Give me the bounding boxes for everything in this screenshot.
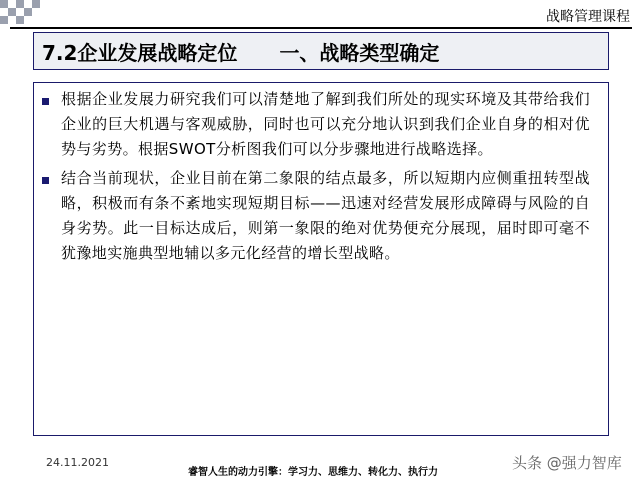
bullet-text: 根据企业发展力研究我们可以清楚地了解到我们所处的现实环境及其带给我们企业的巨大机遇与客观威胁，同时也可以充分地认识到我们企业自身的相对优势与劣势。根据SWOT分析图我们可以分步骤地进行战略选择。 [61,90,590,158]
course-title: 战略管理课程 [546,9,630,25]
section-subtitle: 一、战略类型确定 [279,40,440,65]
footer-motto: 睿智人生的动力引擎：学习力、思维力、转化力、执行力 [188,467,438,478]
content-box [33,82,609,436]
slide-date: 24.11.2021 [46,456,109,469]
checkerboard-decoration [0,0,48,28]
square-bullet-icon [42,98,49,105]
header-divider [10,27,632,29]
slide-title-bar [33,32,609,70]
square-bullet-icon [42,177,49,184]
section-title: 7.2企业发展战略定位 [42,40,238,65]
bullet-item [42,87,590,162]
watermark: 头条 @强力智库 [512,454,622,472]
bullet-text: 结合当前现状，企业目前在第二象限的结点最多，所以短期内应侧重扭转型战略，积极而有条不紊地实现短期目标——迅速对经营发展形成障碍与风险的自身劣势。此一目标达成后，则第一象限的绝对优势便充分展现，届时即可毫不犹豫地实施典型地辅以多元化经营的增长型战略。 [61,169,590,262]
bullet-item [42,166,590,266]
